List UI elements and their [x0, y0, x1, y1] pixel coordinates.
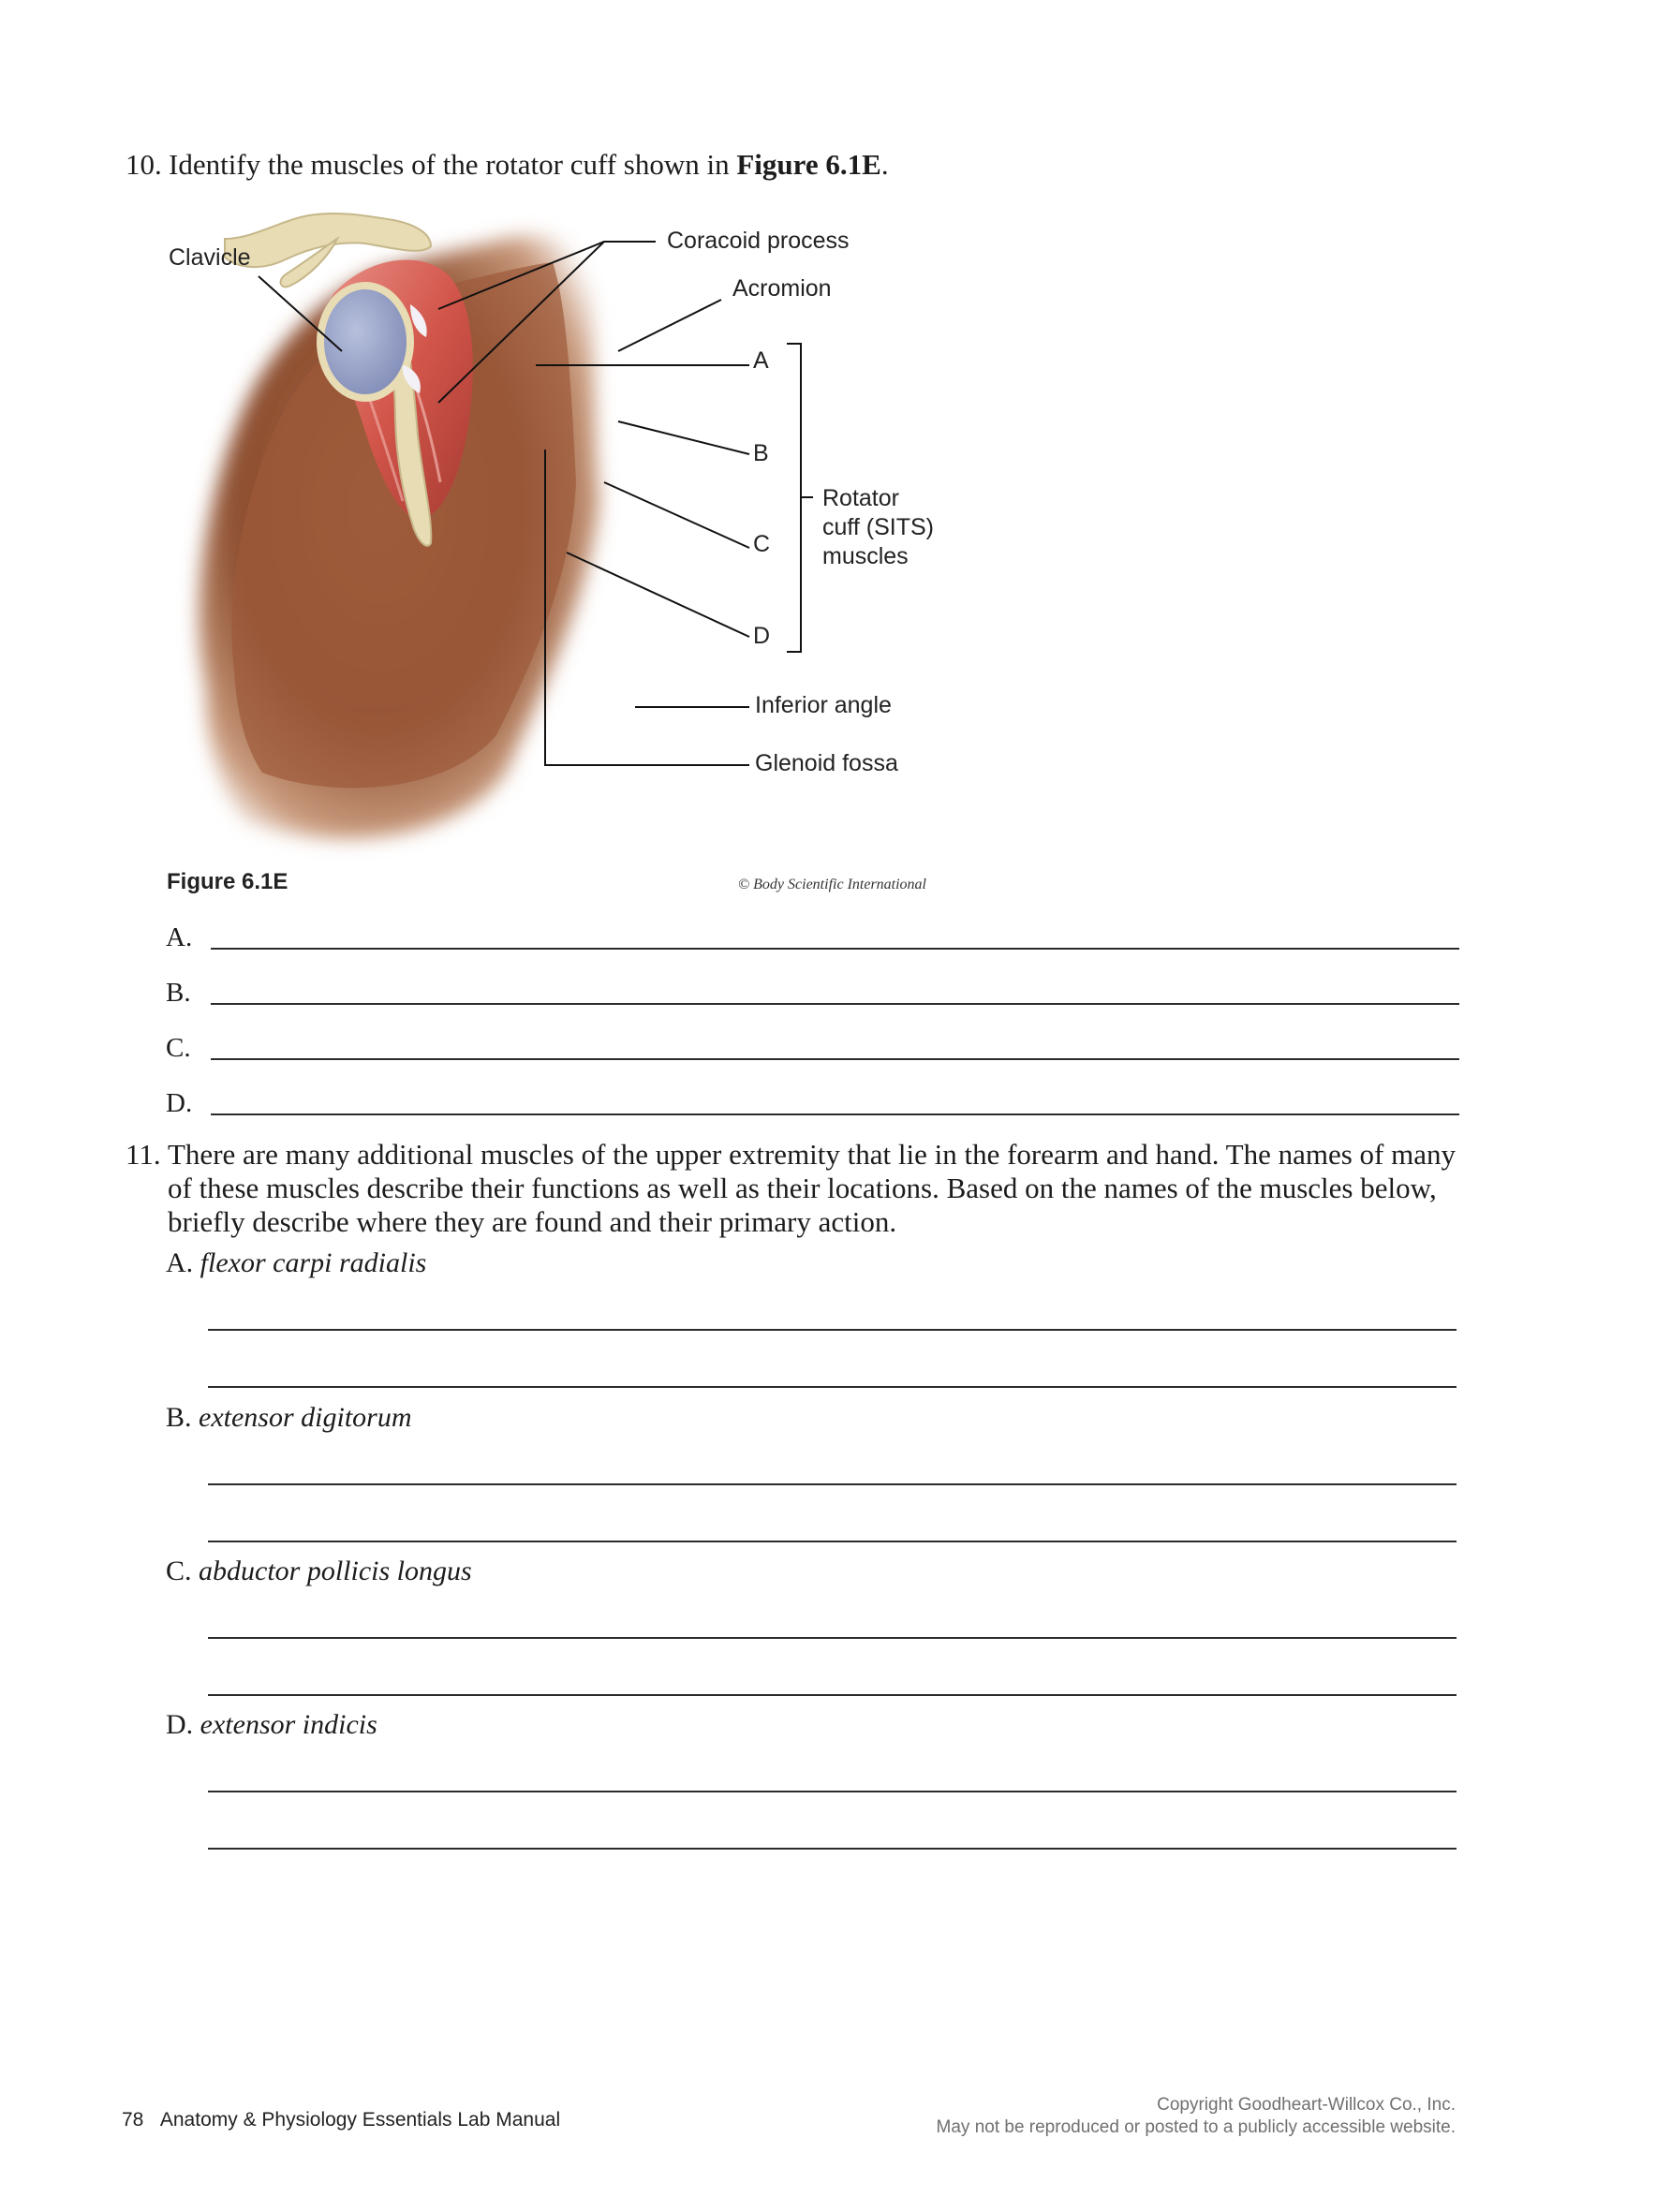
- label-rotator-line1: Rotator: [822, 485, 899, 511]
- figure-caption: Figure 6.1E: [167, 869, 288, 894]
- subquestion-a: [166, 1246, 426, 1280]
- footer-left: [122, 2109, 560, 2131]
- question-11-line2: of these muscles describe their functions as well as their locations. Based on the names of the muscles below,: [168, 1172, 1437, 1204]
- question-11-line1: There are many additional muscles of the upper extremity that lie in the forearm and hand. The names of many: [168, 1138, 1457, 1171]
- figure-reference: Figure 6.1E: [736, 148, 881, 181]
- label-acromion: Acromion: [732, 275, 832, 302]
- muscle-term: extensor indicis: [200, 1709, 377, 1740]
- answer-line-11d-1[interactable]: [208, 1791, 1457, 1792]
- answer-line-11a-1[interactable]: [208, 1329, 1457, 1331]
- label-a: A: [753, 347, 769, 374]
- label-coracoid-process: Coracoid process: [667, 228, 850, 254]
- label-inferior-angle: Inferior angle: [755, 692, 892, 718]
- answer-line-11c-1[interactable]: [208, 1637, 1457, 1639]
- subquestion-b: [166, 1401, 412, 1435]
- subquestion-letter: B.: [166, 1402, 192, 1433]
- question-11-line3: briefly describe where they are found and their primary action.: [168, 1205, 897, 1238]
- question-text: Identify the muscles of the rotator cuff shown in: [169, 148, 737, 181]
- figure-credit: © Body Scientific International: [738, 877, 926, 892]
- book-title: Anatomy & Physiology Essentials Lab Manual: [159, 2109, 561, 2131]
- question-text-end: .: [880, 148, 889, 181]
- answer-label-c: C.: [166, 1033, 191, 1063]
- answer-line-d[interactable]: [211, 1113, 1459, 1115]
- subquestion-letter: A.: [166, 1247, 194, 1278]
- answer-line-a[interactable]: [211, 948, 1459, 950]
- answer-label-b: B.: [166, 978, 191, 1008]
- answer-line-11d-2[interactable]: [208, 1848, 1457, 1850]
- label-c: C: [753, 531, 771, 557]
- muscle-term: abductor pollicis longus: [199, 1556, 472, 1586]
- label-clavicle: Clavicle: [169, 244, 251, 271]
- muscle-term: extensor digitorum: [199, 1402, 412, 1433]
- label-rotator-line2: cuff (SITS): [822, 514, 935, 540]
- label-glenoid-fossa: Glenoid fossa: [755, 750, 898, 776]
- subquestion-d: [166, 1708, 377, 1742]
- page-number: 78: [122, 2109, 144, 2131]
- answer-label-d: D.: [166, 1088, 193, 1118]
- label-rotator-line3: muscles: [822, 543, 909, 569]
- answer-line-11b-1[interactable]: [208, 1483, 1457, 1485]
- subquestion-letter: C.: [166, 1556, 192, 1586]
- label-b: B: [753, 440, 769, 466]
- subquestion-c: [166, 1555, 472, 1588]
- answer-label-a: A.: [166, 922, 193, 952]
- muscle-term: flexor carpi radialis: [200, 1247, 427, 1278]
- answer-line-11b-2[interactable]: [208, 1541, 1457, 1542]
- footer-copyright: [937, 2094, 1456, 2139]
- label-rotator-cuff: [822, 484, 934, 571]
- question-11-number: 11.: [126, 1138, 161, 1171]
- copyright-line2: May not be reproduced or posted to a publicly accessible website.: [936, 2117, 1456, 2137]
- answer-line-b[interactable]: [211, 1003, 1459, 1005]
- label-d: D: [753, 623, 771, 649]
- answer-line-11a-2[interactable]: [208, 1386, 1457, 1388]
- question-number: 10.: [126, 148, 162, 181]
- copyright-line1: Copyright Goodheart-Willcox Co., Inc.: [1157, 2095, 1456, 2115]
- answer-line-c[interactable]: [211, 1058, 1459, 1060]
- question-11-text: [168, 1138, 1456, 1239]
- subquestion-letter: D.: [166, 1709, 194, 1740]
- answer-line-11c-2[interactable]: [208, 1694, 1457, 1696]
